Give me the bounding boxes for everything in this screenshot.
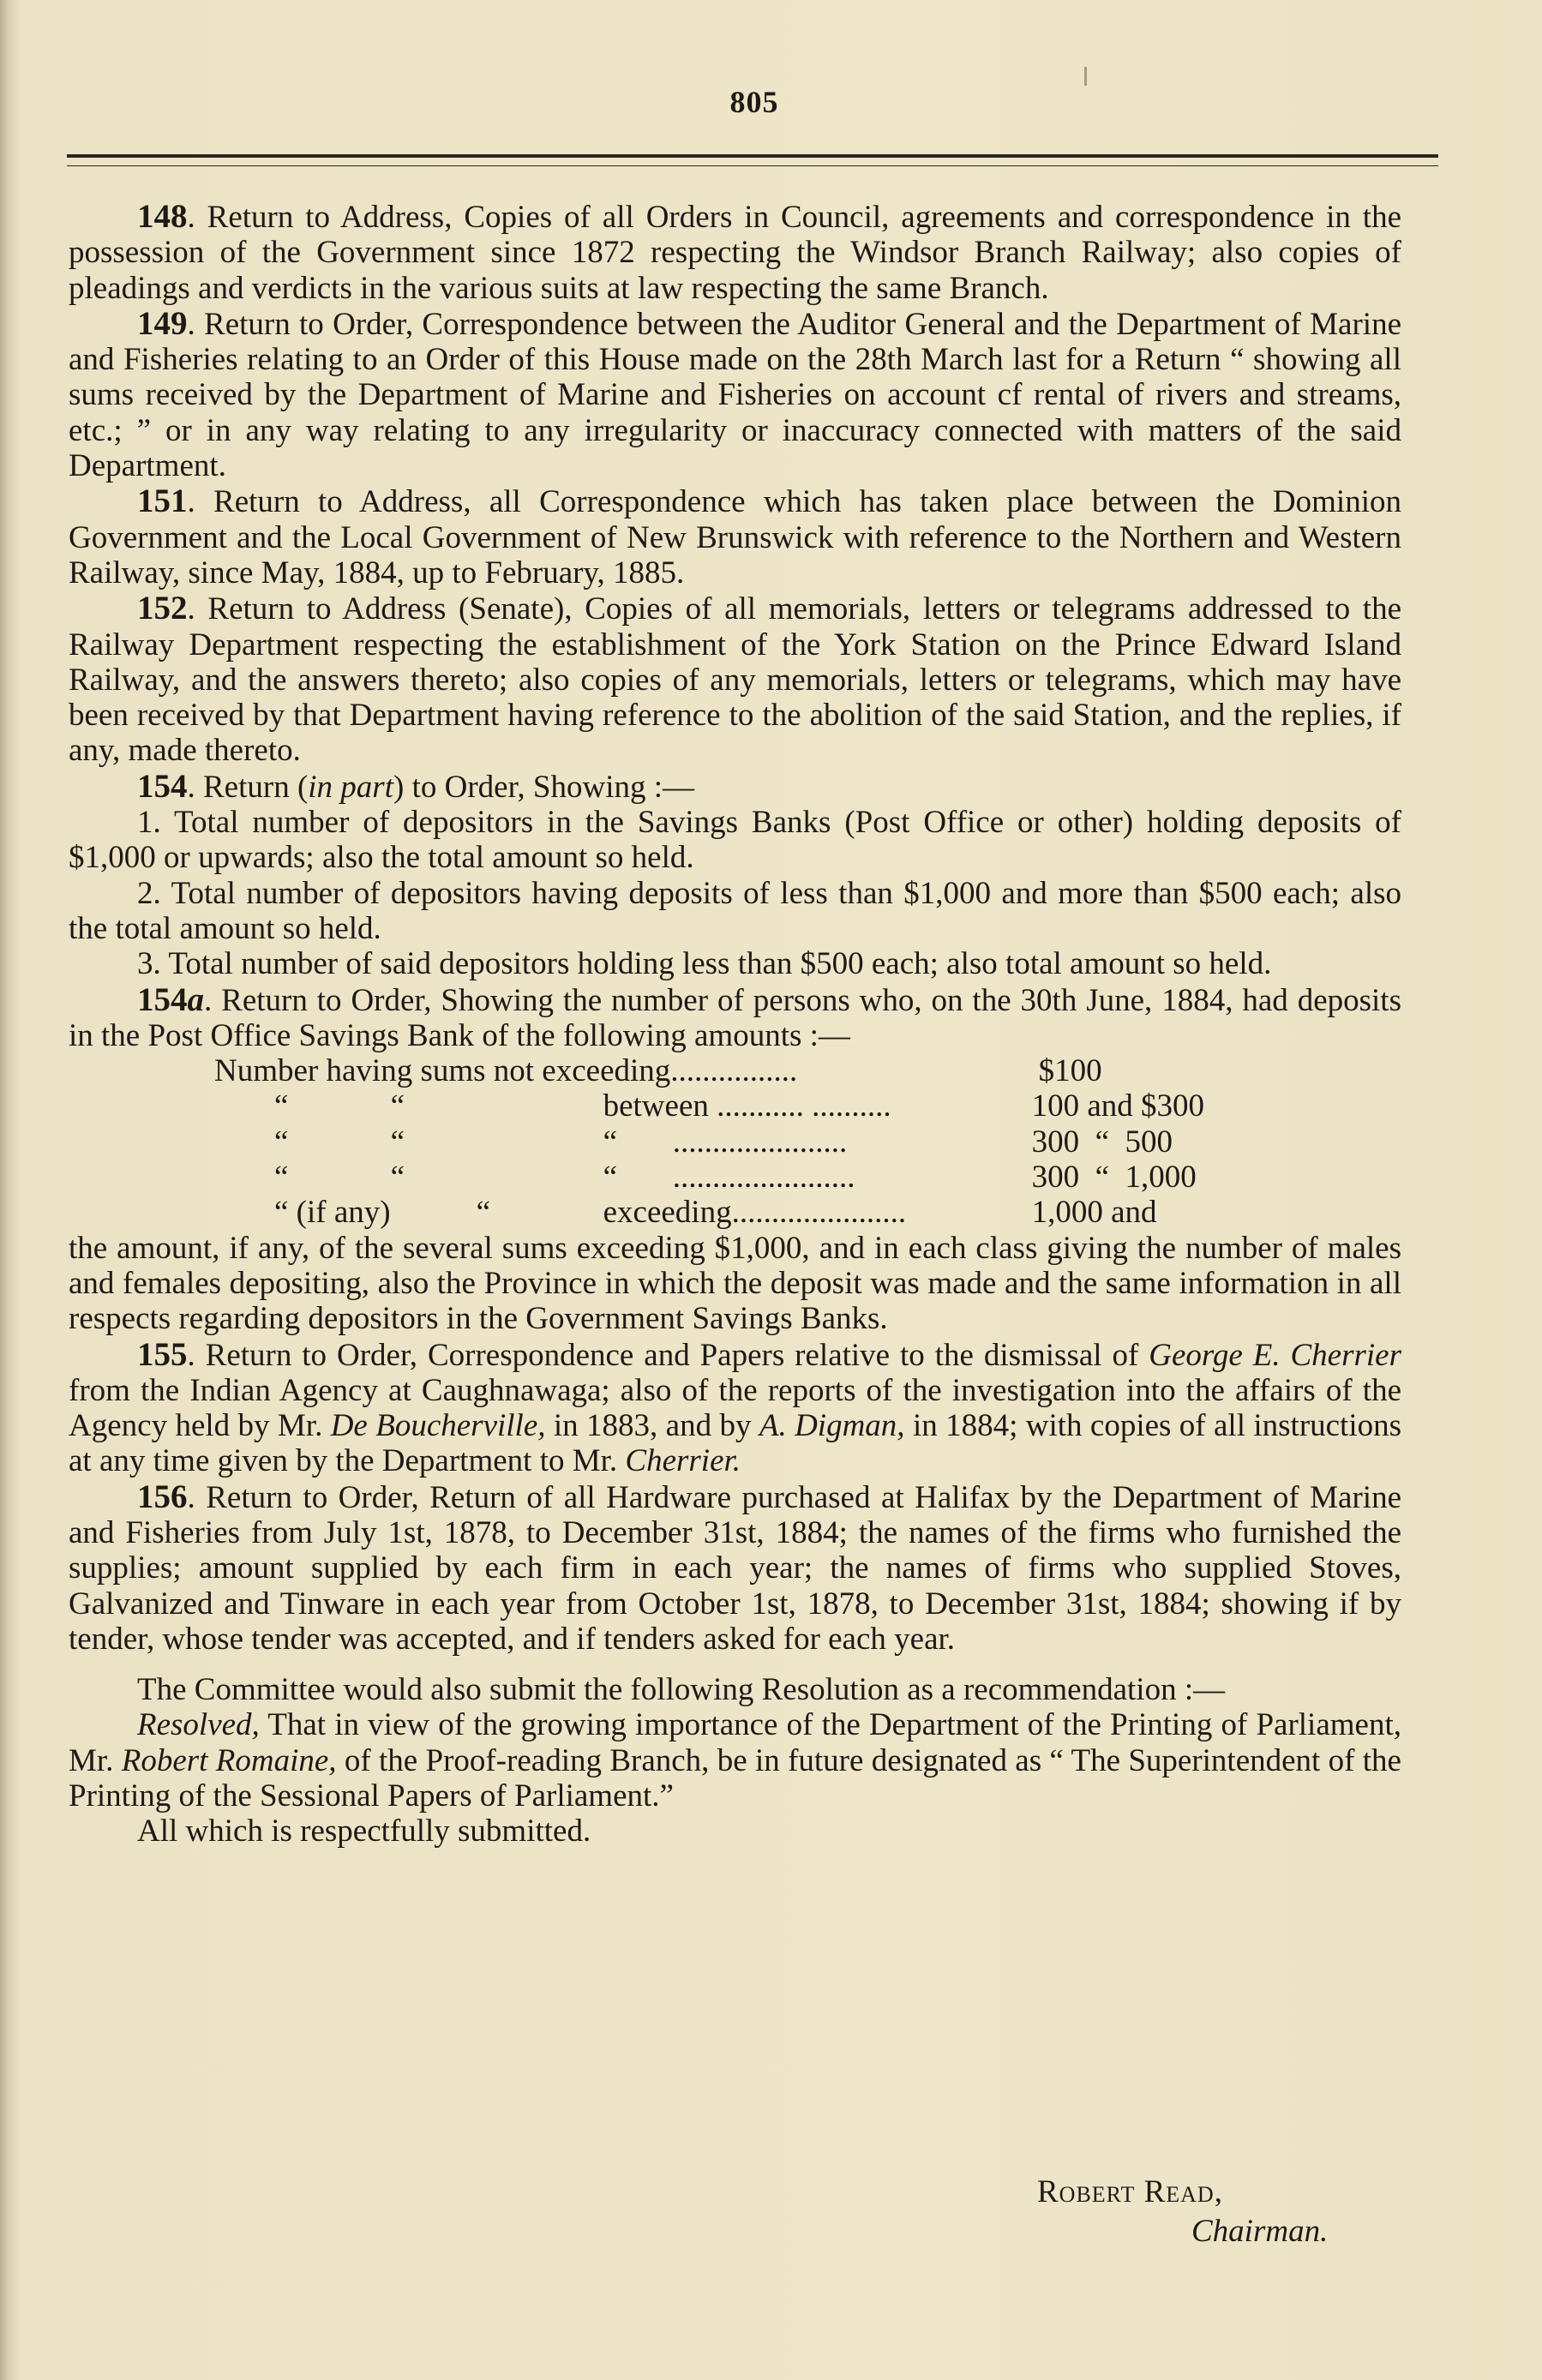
table-cell: “ <box>274 1088 289 1124</box>
item-154-sub-2: 2. Total number of depositors having deposits of less than $1,000 and more than $500 each; also the total amount so held. <box>69 875 1401 946</box>
resolution-text: of the Proof-reading Branch, be in future designated as “ The Superintendent of the Printing of the Sessional Papers of Parliament.” <box>69 1742 1401 1814</box>
signature-title: Chairman. <box>1191 2214 1329 2249</box>
resolution-italic: Robert Romaine, <box>121 1742 337 1778</box>
item-text: . Return to Address, Copies of all Orders in Council, agreements and correspondence in the possession of the Government since 1872 respecting the Windsor Branch Railway; also copies of pleadings and verdicts in the various suits at law respecting the same Branch. <box>69 200 1401 306</box>
table-cell: “ (if any) <box>274 1195 391 1231</box>
table-cell: 100 and $300 <box>1031 1088 1205 1124</box>
item-text-italic: in part <box>308 769 393 805</box>
resolution-text: That in view of the growing importance of the Department of the Printing of Parliament, Mr. <box>69 1707 1401 1778</box>
item-text: from the Indian Agency at Caughnawaga; also of the reports of the investigation into the affairs of the Agency held by Mr. <box>69 1372 1401 1444</box>
table-cell: “ ...................... <box>603 1124 848 1160</box>
closing-line: All which is respectfully submitted. <box>137 1813 591 1849</box>
item-154-sub-1: 1. Total number of depositors in the Savings Banks (Post Office or other) holding deposits of $1,000 or upwards; also the total amount so held. <box>69 805 1401 876</box>
resolution-italic: Resolved, <box>137 1707 260 1743</box>
table-cell: “ ....................... <box>603 1160 855 1196</box>
item-148 <box>69 199 1401 306</box>
header-rule-thin <box>67 165 1438 166</box>
item-number: 155 <box>137 1335 188 1373</box>
document-body <box>69 199 1401 1849</box>
committee-note: The Committee would also submit the following Resolution as a recommendation :— <box>137 1672 1226 1708</box>
table-row <box>214 1195 1204 1230</box>
item-text: . Return to Order, Showing the number of persons who, on the 30th June, 1884, had deposits in the Post Office Savings Bank of the following amounts :— <box>69 982 1401 1053</box>
item-152 <box>69 591 1401 768</box>
table-cell: Number having sums not exceeding................ <box>214 1053 798 1089</box>
item-149 <box>69 306 1401 483</box>
item-text-italic: George E. Cherrier <box>1149 1337 1401 1373</box>
page-number: 805 <box>729 85 779 119</box>
table-row <box>214 1053 1204 1088</box>
item-154a-outro: the amount, if any, of the several sums exceeding $1,000, and in each class giving the number of males and females depositing, also the Province in which the deposit was made and the same information in all respects regarding depositors in the Government Savings Banks. <box>69 1230 1401 1337</box>
table-cell: “ <box>390 1124 405 1160</box>
item-text: . Return to Address (Senate), Copies of all memorials, letters or telegrams addressed to the Railway Department respecting the establishment of the York Station on the Prince Edward Island Railway, and the answers thereto; also copies of any memorials, letters or telegrams, which may have been received by that Department having reference to the abolition of the said Station, and the replies, if any, made thereto. <box>69 591 1401 769</box>
table-cell: “ <box>390 1160 405 1196</box>
item-text: in 1884; with copies of all instructions at any time given by the Department to Mr. <box>69 1408 1402 1479</box>
item-text-italic: A. Digman, <box>759 1408 905 1444</box>
item-154a <box>69 982 1401 1054</box>
item-155 <box>69 1337 1401 1479</box>
item-number: 154 <box>137 980 188 1018</box>
item-number-suffix: a <box>187 980 204 1018</box>
item-number: 152 <box>137 590 188 627</box>
table-cell: “ <box>274 1160 289 1196</box>
item-text: . Return to Order, Return of all Hardware purchased at Halifax by the Department of Marine and Fisheries from July 1st, 1878, to December 31st, 1884; the names of the firms who furnished the supplies; amount supplied by each firm in each year; the names of firms who supplied Stoves, Galvanized and Tinware in each year from October 1st, 1878, to December 31st, 1884; showing if by tender, whose tender was accepted, and if tenders asked for each year. <box>69 1479 1401 1657</box>
table-row <box>214 1160 1204 1195</box>
table-cell: 1,000 and <box>1031 1195 1157 1231</box>
item-number: 149 <box>137 304 188 342</box>
amounts-table <box>214 1053 1204 1230</box>
margin-mark <box>1084 67 1087 86</box>
item-text: . Return to Order, Correspondence between the Auditor General and the Department of Marine and Fisheries relating to an Order of this House made on the 28th March last for a Return “ showing all sums received by the Department of Marine and Fisheries on account cf rental of rivers and streams, etc.; ” or in any way relating to any irregularity or inaccuracy connected with matters of the said Department. <box>69 306 1401 484</box>
table-cell: 300 “ 1,000 <box>1031 1160 1197 1196</box>
table-cell: exceeding...................... <box>603 1195 907 1231</box>
item-154-sub-3: 3. Total number of said depositors holding less than $500 each; also total amount so held. <box>137 946 1272 982</box>
item-text-italic: Cherrier. <box>625 1443 741 1479</box>
signature-name: Robert Read, <box>1037 2174 1223 2209</box>
item-text: . Return to Order, Correspondence and Papers relative to the dismissal of <box>187 1337 1149 1373</box>
table-cell: “ <box>274 1124 289 1160</box>
item-text: . Return ( <box>187 769 309 805</box>
item-number: 154 <box>137 767 188 805</box>
item-text-italic: De Boucherville, <box>330 1408 546 1444</box>
table-cell: $100 <box>1038 1053 1102 1089</box>
resolution <box>69 1707 1401 1813</box>
table-row <box>214 1124 1204 1160</box>
item-number: 156 <box>137 1478 188 1515</box>
table-cell: 300 “ 500 <box>1031 1124 1173 1160</box>
item-number: 151 <box>137 483 188 520</box>
table-cell: between ........... .......... <box>603 1088 891 1124</box>
item-156 <box>69 1479 1401 1657</box>
item-text: ) to Order, Showing :— <box>393 769 695 805</box>
item-number: 148 <box>137 198 188 235</box>
table-row <box>214 1088 1204 1124</box>
table-cell: “ <box>390 1088 405 1124</box>
item-154 <box>69 769 1401 805</box>
table-cell: “ <box>476 1195 491 1231</box>
item-text: . Return to Address, all Correspondence which has taken place between the Dominion Government and the Local Government of New Brunswick with reference to the Northern and Western Railway, since May, 1884, up to February, 1885. <box>69 484 1401 591</box>
item-text: in 1883, and by <box>545 1408 759 1444</box>
item-151 <box>69 483 1401 591</box>
header-rule-thick <box>67 154 1438 158</box>
